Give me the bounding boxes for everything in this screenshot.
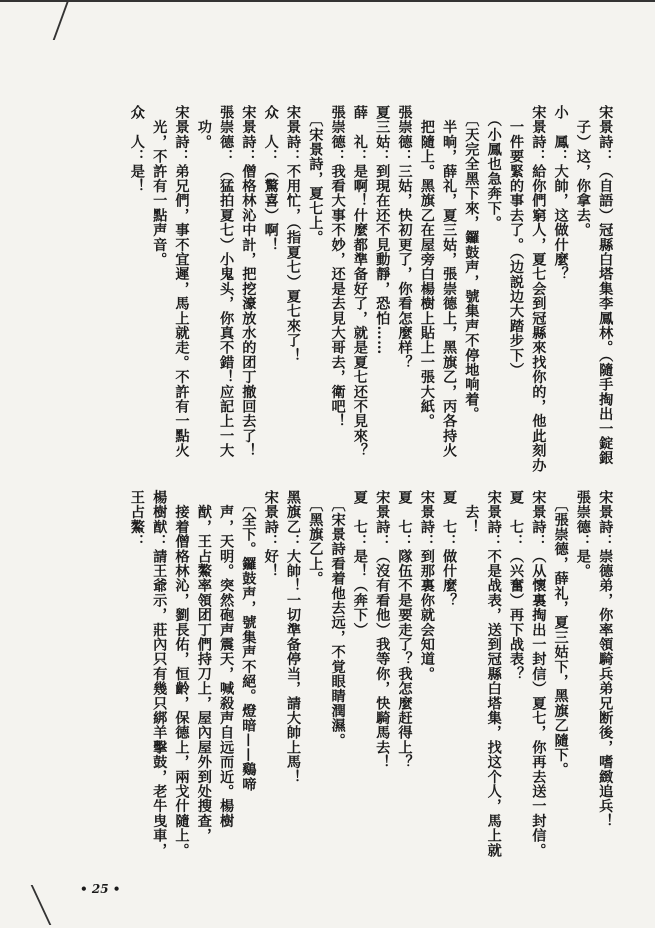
text-column: 宋景詩：不用忙，（指夏七）夏七來了！ bbox=[285, 105, 301, 363]
text-column: 張崇德：三姑，快初更了，你看怎麼样？ bbox=[396, 105, 413, 370]
text-column: 〔天完全黑下來，鑼鼓声，號集声不停地响着。 bbox=[463, 105, 480, 422]
text-column: 薛 礼：是啊！什麼都準备好了，就是夏七还不見來？ bbox=[351, 105, 368, 458]
text-column: 去！ bbox=[463, 490, 480, 535]
text-column: 〔黑旗乙上。 bbox=[307, 490, 324, 586]
text-column: 宋景詩：僧格林沁中計，把挖濠放水的团丁撤回去了！ bbox=[240, 105, 257, 458]
text-column: 夏三姑：到現在还不見動靜，恐怕…… bbox=[374, 105, 391, 355]
text-column: 众 人：是！ bbox=[128, 105, 145, 194]
text-column: 夏 七：是！（奔下） bbox=[351, 490, 368, 637]
text-column: 楊樹猷：請王爺示，莊內只有幾只綁羊擊鼓，老牛曳車， bbox=[151, 490, 168, 858]
text-column: 众 人：（驚喜）啊！ bbox=[262, 105, 279, 252]
text-column: （小鳳也急奔下。 bbox=[485, 105, 502, 231]
text-column: 張崇德：我看大事不妙，还是去見大哥去，衛吧！ bbox=[329, 105, 346, 429]
text-column: 夏 七：（兴奮）再下战表？ bbox=[508, 490, 524, 682]
text-column: 〔宋景詩，夏七上。 bbox=[307, 105, 324, 245]
text-column: 〔全下。鑼鼓声，號集声不絕。燈暗——鷄啼 bbox=[240, 490, 257, 792]
scan-corner-line bbox=[53, 0, 70, 40]
text-column: 〔宋景詩看着他去远，不覚眼睛潤濕。 bbox=[329, 490, 346, 748]
text-column: 夏 七：做什麼？ bbox=[441, 490, 458, 608]
text-column: 半晌，薛礼，夏三姑，張崇德上，黑旗乙，丙各持火 bbox=[441, 105, 458, 458]
text-column: 光，不許有一點声音。 bbox=[151, 105, 168, 267]
text-column: 小 鳳：大帥，这做什麼？ bbox=[552, 105, 569, 282]
scan-edge-mark bbox=[0, 0, 655, 2]
text-column: 〔張崇德，薛礼，夏三姑下，黑旗乙隨下。 bbox=[552, 490, 569, 777]
page-number: • 25 • bbox=[80, 882, 121, 896]
text-column: 宋景詩：好！ bbox=[262, 490, 279, 579]
text-column: 張崇德：是。 bbox=[574, 490, 591, 579]
text-column: 把隨上。黑旗乙在屋旁白楊樹上貼上一張大紙。 bbox=[418, 105, 435, 429]
text-column: 宋景詩：到那裏你就会知道。 bbox=[418, 490, 435, 682]
text-column: 宋景詩：不是战表，送到冠縣白塔集，找这个人，馬上就 bbox=[485, 490, 502, 858]
text-column: 宋景詩：（从懷裏掏出一封信）夏七，你再去送一封信。 bbox=[530, 490, 547, 858]
text-column: 接着僧格林沁，劉長佑，恒齡，保德上，兩戈什隨上。 bbox=[173, 490, 190, 858]
scan-corner-line bbox=[31, 885, 52, 925]
text-column: 宋景詩：（沒有看他）我等你，快騎馬去！ bbox=[374, 490, 391, 770]
text-column: 功。 bbox=[195, 105, 212, 150]
text-column: 宋景詩：（自語）冠縣白塔集李鳳林。（隨手掏出一錠銀 bbox=[597, 105, 614, 466]
text-column: 宋景詩：崇德弟，你率領騎兵弟兄断後，嗜緻追兵！ bbox=[597, 490, 614, 829]
text-column: 宋景詩：給你們窮人，夏七会到冠縣來找你的，他此刻办 bbox=[530, 105, 547, 473]
text-column: 一件要緊的事去了。（边説边大踏步下） bbox=[508, 105, 524, 378]
text-column: 夏 七：隊伍不是要走了？我怎麼赶得上？ bbox=[396, 490, 413, 770]
text-column: 王占鰲： bbox=[128, 490, 145, 549]
text-column: 猷，王占鰲率領团丁們持刀上，屋內屋外到处搜查， bbox=[195, 490, 212, 843]
text-column: 声，天明。突然砲声震天，喊殺声自远而近。楊樹 bbox=[218, 490, 235, 829]
text-column: 張崇德：（猛拍夏七）小鬼头，你真不錯！应記上一大 bbox=[218, 105, 235, 458]
text-column: 子）这，你拿去。 bbox=[574, 105, 591, 238]
text-column: 宋景詩：弟兄們，事不宜遲，馬上就走。不許有一點火 bbox=[173, 105, 190, 458]
text-column: 黑旗乙：大帥！一切準备停当，請大帥上馬！ bbox=[285, 490, 301, 784]
